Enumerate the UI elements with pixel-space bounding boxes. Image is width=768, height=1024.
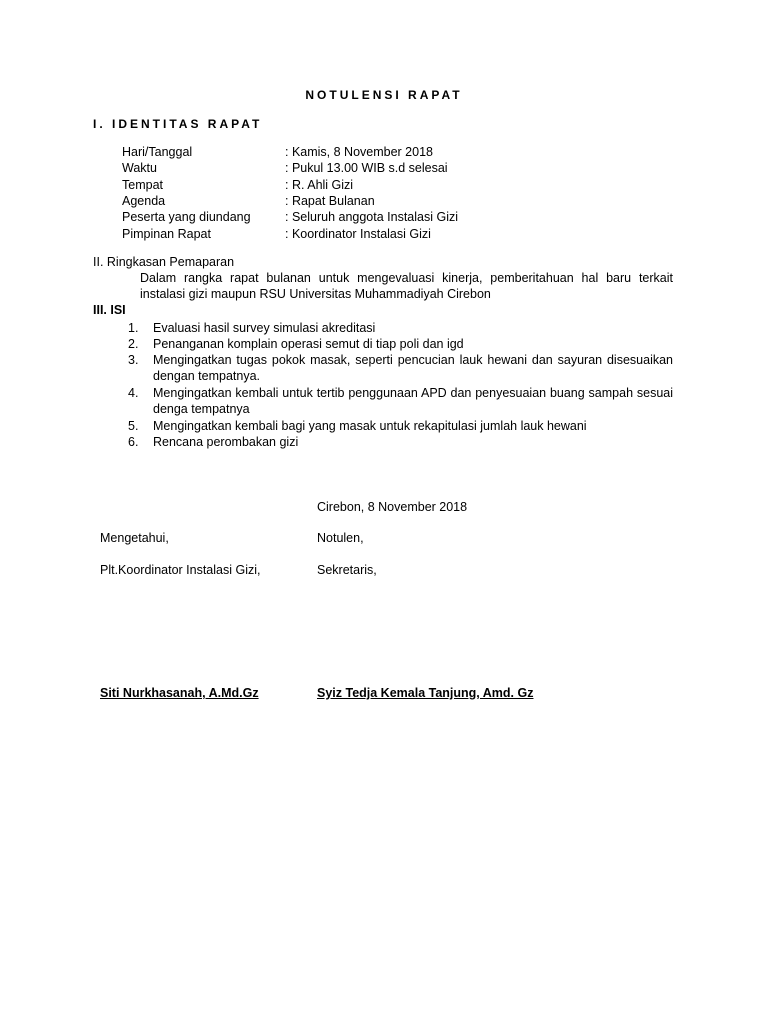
left-signatory-name: Siti Nurkhasanah, A.Md.Gz	[100, 686, 259, 700]
list-item-number: 2.	[128, 337, 139, 351]
list-item-number: 3.	[128, 353, 139, 367]
right-signatory-name: Syiz Tedja Kemala Tanjung, Amd. Gz	[317, 686, 534, 700]
list-item-text: Rencana perombakan gizi	[153, 435, 299, 449]
identitas-label: Peserta yang diundang	[122, 210, 251, 224]
identitas-value: : Seluruh anggota Instalasi Gizi	[285, 210, 459, 224]
identitas-value: : Pukul 13.00 WIB s.d selesai	[285, 161, 448, 175]
section-isi-heading: III. ISI	[93, 303, 126, 317]
identitas-value: : Koordinator Instalasi Gizi	[285, 227, 431, 241]
section-identitas-heading: I. IDENTITAS RAPAT	[93, 117, 263, 131]
identitas-label: Tempat	[122, 178, 163, 192]
list-item-text: Penanganan komplain operasi semut di tiap poli dan igd	[153, 337, 464, 351]
list-item-number: 6.	[128, 435, 139, 449]
list-item-text: Mengingatkan kembali bagi yang masak untuk rekapitulasi jumlah lauk hewani	[153, 419, 587, 433]
identitas-value: : Kamis, 8 November 2018	[285, 145, 433, 159]
identitas-value: : R. Ahli Gizi	[285, 178, 354, 192]
mengetahui-label: Mengetahui,	[100, 531, 169, 545]
document-title: NOTULENSI RAPAT	[305, 88, 463, 102]
identitas-label: Hari/Tanggal	[122, 145, 193, 159]
ringkasan-paragraph: Dalam rangka rapat bulanan untuk mengevaluasi kinerja, pemberitahuan hal baru terkait instalasi gizi maupun RSU Universitas Muhammadiyah Cirebon	[140, 271, 673, 301]
list-item-text: Evaluasi hasil survey simulasi akreditasi	[153, 321, 376, 335]
list-item-number: 5.	[128, 419, 139, 433]
section-ringkasan-heading: II. Ringkasan Pemaparan	[93, 255, 235, 269]
identitas-label: Pimpinan Rapat	[122, 227, 211, 241]
identitas-label: Agenda	[122, 194, 166, 208]
place-date: Cirebon, 8 November 2018	[317, 500, 468, 514]
list-item-number: 4.	[128, 386, 139, 400]
identitas-label: Waktu	[122, 161, 157, 175]
left-role: Plt.Koordinator Instalasi Gizi,	[100, 563, 261, 577]
list-item-text: Mengingatkan kembali untuk tertib penggunaan APD dan penyesuaian buang sampah sesuai denga tempatnya	[153, 386, 673, 416]
list-item-number: 1.	[128, 321, 139, 335]
notulen-label: Notulen,	[317, 531, 364, 545]
identitas-value: : Rapat Bulanan	[285, 194, 375, 208]
list-item-text: Mengingatkan tugas pokok masak, seperti pencucian lauk hewani dan sayuran disesuaikan dengan tempatnya.	[153, 353, 673, 383]
right-role: Sekretaris,	[317, 563, 377, 577]
